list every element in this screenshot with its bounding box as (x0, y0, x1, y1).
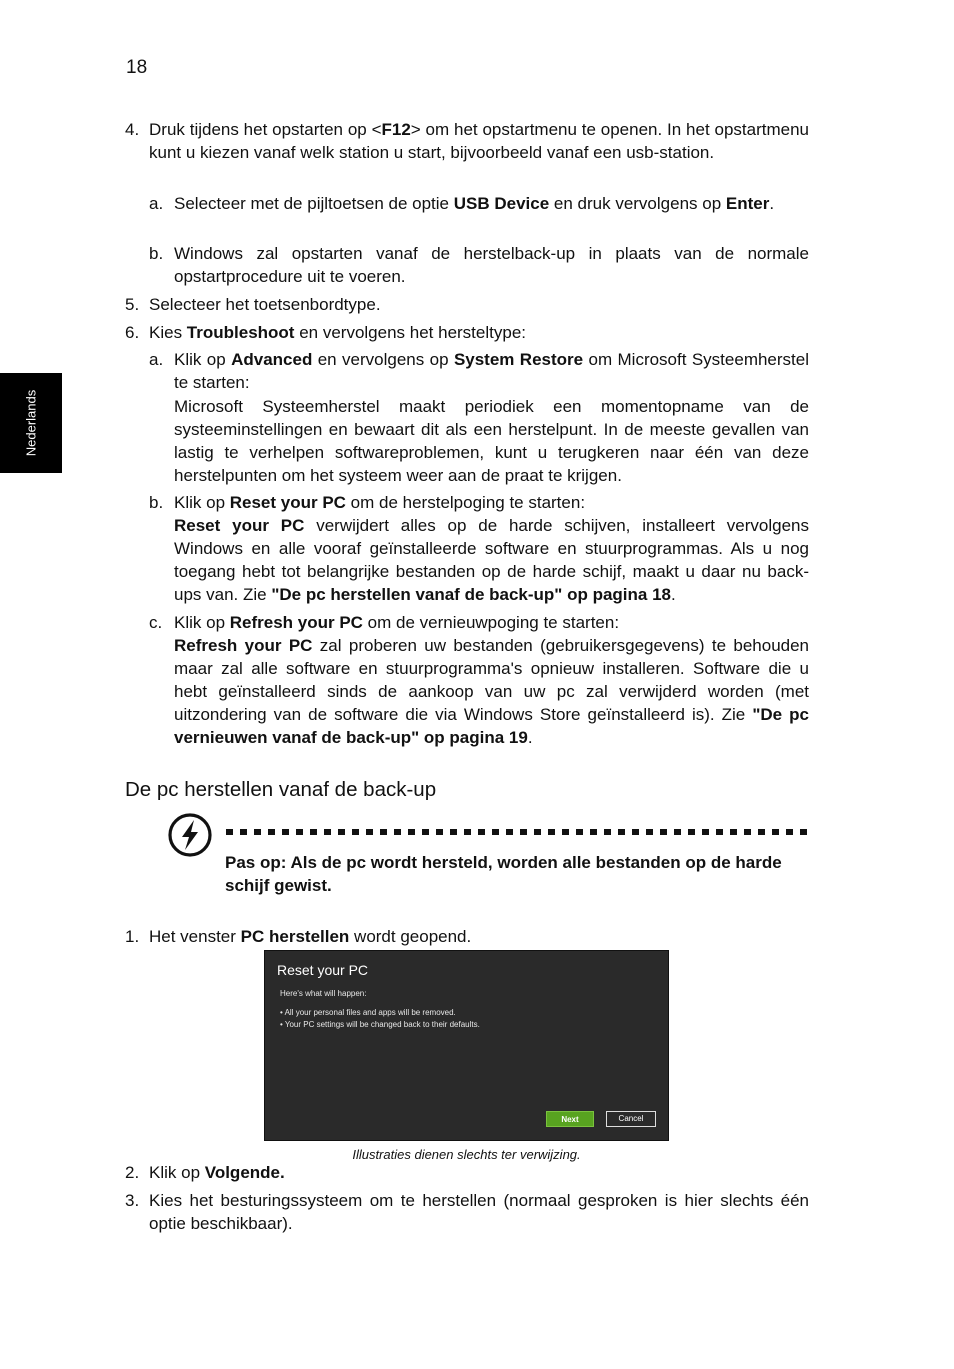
list-letter: a. (149, 194, 164, 213)
language-side-tab (0, 373, 62, 473)
next-button[interactable]: Next (546, 1111, 594, 1127)
restore-step-3-text: Kies het besturingssysteem om te herstellen (normaal gesproken is hier slechts één optie beschikbaar). (149, 1191, 809, 1233)
step-6a-description: Microsoft Systeemherstel maakt periodiek een momentopname van de systeeminstellingen en bewaart dit als een herstelpunt. In de meeste gevallen van lastig te verhelpen softwareproblemen, kunt u terugkeren naar één van deze herstelpunten om het systeem weer aan de praat te krijgen. (174, 397, 809, 485)
list-number: 1. (125, 927, 140, 946)
warning-divider (226, 829, 809, 835)
reset-pc-screenshot (264, 950, 669, 1141)
lightning-warning-icon (168, 813, 212, 857)
step-5-text: Selecteer het toetsenbordtype. (149, 295, 381, 314)
cross-reference-link[interactable]: "De pc herstellen vanaf de back-up" op pagina 18 (271, 585, 672, 604)
restore-step-1-text: Het venster PC herstellen wordt geopend. (149, 927, 472, 946)
list-number: 6. (125, 323, 140, 342)
list-number: 4. (125, 120, 140, 139)
side-tab-label: Nederlands (23, 389, 39, 457)
section-heading: De pc herstellen vanaf de back-up (125, 778, 437, 801)
list-letter: b. (149, 493, 164, 512)
screenshot-subtitle: Here's what will happen: (280, 989, 367, 998)
restore-step-2-text: Klik op Volgende. (149, 1163, 285, 1182)
step-6a-text: Klik op Advanced en vervolgens op System Restore om Microsoft Systeemherstel te starten: (174, 350, 810, 392)
list-letter: c. (149, 613, 163, 632)
cross-reference-link[interactable]: "De pc vernieuwen vanaf de back-up" op pagina 19 (174, 705, 809, 747)
step-6c-description: Refresh your PC zal proberen uw bestanden (gebruikersgegevens) te behouden maar zal alle software en stuurprogramma's opnieuw installeren. Software die u hebt geïnstalleerd sinds de aankoop van uw pc zal verwijderd worden (met uitzondering van de software die via Windows Store geïnstalleerd is). Zie "De pc vernieuwen vanaf de back-up" op pagina 19. (174, 636, 810, 747)
step-4b-text: Windows zal opstarten vanaf de herstelback-up in plaats van de normale opstartprocedure uit te voeren. (174, 244, 809, 286)
step-4a-text: Selecteer met de pijltoetsen de optie USB Device en druk vervolgens op Enter. (174, 194, 775, 213)
screenshot-bullet: • Your PC settings will be changed back to their defaults. (280, 1020, 480, 1029)
step-6-text: Kies Troubleshoot en vervolgens het hersteltype: (149, 323, 526, 342)
cancel-button[interactable]: Cancel (606, 1111, 656, 1127)
page-number: 18 (126, 57, 148, 78)
screenshot-title: Reset your PC (277, 962, 369, 978)
screenshot-bullet: • All your personal files and apps will be removed. (280, 1008, 456, 1017)
step-4-text: Druk tijdens het opstarten op <F12> om het opstartmenu te openen. In het opstartmenu kunt u kiezen vanaf welk station u start, bijvoorbeeld vanaf een usb-station. (149, 120, 809, 162)
step-6c-text: Klik op Refresh your PC om de vernieuwpoging te starten: (174, 613, 620, 632)
step-6b-description: Reset your PC verwijdert alles op de harde schijven, installeert vervolgens Windows en alle vooraf geïnstalleerde software en stuurprogrammas. Als u nog toegang hebt tot belangrijke bestanden op de harde schijf, maakt u daar nu back-ups van. Zie "De pc herstellen vanaf de back-up" op pagina 18. (174, 516, 809, 604)
list-letter: a. (149, 350, 164, 369)
list-number: 5. (125, 295, 140, 314)
figure-caption: Illustraties dienen slechts ter verwijzing. (352, 1147, 581, 1162)
step-6b-text: Klik op Reset your PC om de herstelpoging te starten: (174, 493, 586, 512)
list-number: 2. (125, 1163, 140, 1182)
list-number: 3. (125, 1191, 140, 1210)
warning-text: Pas op: Als de pc wordt hersteld, worden alle bestanden op de harde schijf gewist. (225, 853, 782, 895)
list-letter: b. (149, 244, 164, 263)
